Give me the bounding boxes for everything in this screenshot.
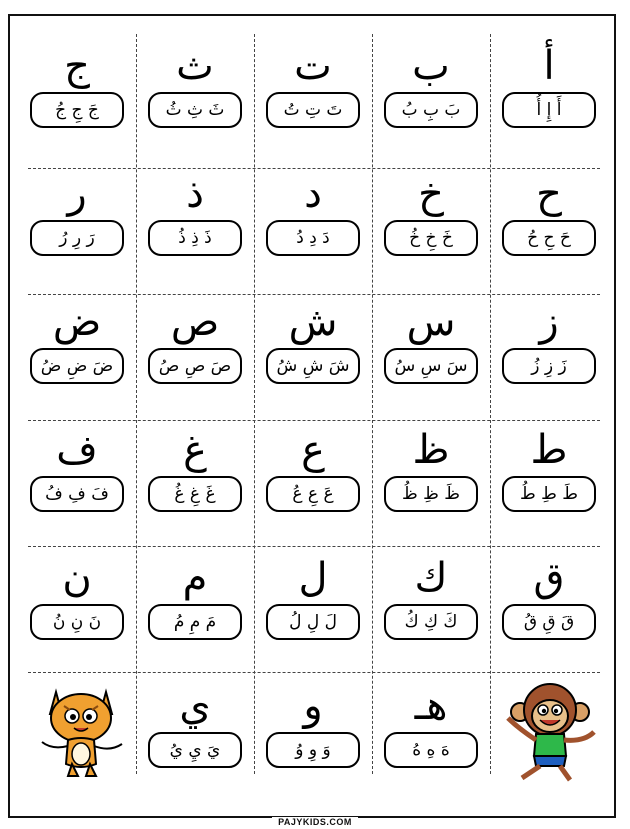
letter-card: [18, 22, 136, 150]
vowel-forms: حَ حِ حُ: [502, 220, 596, 256]
vowel-forms: ثَ ثِ ثُ: [148, 92, 242, 128]
letter-card: [490, 278, 608, 406]
letter: ل: [298, 555, 328, 601]
letter: ك: [414, 555, 448, 601]
vowel-forms: صَ صِ صُ: [148, 348, 242, 384]
letter-card: [490, 534, 608, 662]
letter-card: [372, 278, 490, 406]
vowel-forms: نَ نِ نُ: [30, 604, 124, 640]
letter-card: [254, 22, 372, 150]
vowel-forms: شَ شِ شُ: [266, 348, 360, 384]
vowel-forms: رَ رِ رُ: [30, 220, 124, 256]
vowel-forms: فَ فِ فُ: [30, 476, 124, 512]
letter: أ: [543, 43, 555, 89]
letter: هـ: [414, 683, 448, 729]
vowel-forms: جَ جِ جُ: [30, 92, 124, 128]
alphabet-grid: [18, 22, 608, 790]
cat-illustration: [34, 680, 128, 780]
vowel-forms: بَ بِ بُ: [384, 92, 478, 128]
vowel-forms: لَ لِ لُ: [266, 604, 360, 640]
letter: ق: [533, 555, 565, 601]
letter-card: [490, 406, 608, 534]
vowel-forms: تَ تِ تُ: [266, 92, 360, 128]
letter: غ: [183, 427, 207, 473]
letter: ث: [176, 43, 214, 89]
letter-card: [254, 662, 372, 790]
letter: ب: [412, 43, 450, 89]
monkey-illustration: [500, 678, 600, 782]
letter-card: [490, 22, 608, 150]
vowel-forms: أَ إِ أُ: [502, 92, 596, 128]
site-credit: PAJYKIDS.COM: [272, 817, 358, 827]
vowel-forms: عَ عِ عُ: [266, 476, 360, 512]
vowel-forms: طَ طِ طُ: [502, 476, 596, 512]
letter: د: [304, 171, 322, 217]
vowel-forms: زَ زِ زُ: [502, 348, 596, 384]
letter-card: [372, 662, 490, 790]
letter-card: [18, 406, 136, 534]
letter: س: [406, 299, 456, 345]
vowel-forms: غَ غِ غُ: [148, 476, 242, 512]
letter: ي: [179, 683, 211, 729]
letter-card: [254, 278, 372, 406]
vowel-forms: كَ كِ كُ: [384, 604, 478, 640]
letter-card: [136, 22, 254, 150]
vowel-forms: سَ سِ سُ: [384, 348, 478, 384]
letter-card: [372, 22, 490, 150]
letter-card: [372, 534, 490, 662]
letter: ع: [301, 427, 325, 473]
letter: خ: [418, 171, 444, 217]
letter-card: [372, 406, 490, 534]
vowel-forms: وَ وِ وُ: [266, 732, 360, 768]
letter: ن: [62, 555, 92, 601]
letter: ح: [536, 171, 562, 217]
vowel-forms: مَ مِ مُ: [148, 604, 242, 640]
footer: [0, 810, 630, 829]
vowel-forms: يَ يِ يُ: [148, 732, 242, 768]
letter: ظ: [412, 427, 450, 473]
letter: ف: [56, 427, 98, 473]
letter-card: [18, 534, 136, 662]
vowel-forms: دَ دِ دُ: [266, 220, 360, 256]
letter: ز: [539, 299, 559, 345]
letter: ج: [64, 43, 90, 89]
letter-card: [136, 534, 254, 662]
letter-card: [136, 662, 254, 790]
letter: ذ: [186, 171, 204, 217]
letter-card: [136, 406, 254, 534]
letter: ط: [530, 427, 568, 473]
vowel-forms: خَ خِ خُ: [384, 220, 478, 256]
letter-card: [254, 150, 372, 278]
letter: و: [303, 683, 323, 729]
letter-card: [490, 150, 608, 278]
letter-card: [18, 278, 136, 406]
letter-card: [136, 278, 254, 406]
letter-card: [136, 150, 254, 278]
letter-card: [254, 406, 372, 534]
letter: ض: [52, 299, 102, 345]
letter: م: [182, 555, 208, 601]
vowel-forms: هَ هِ هُ: [384, 732, 478, 768]
letter: ش: [288, 299, 338, 345]
letter-card: [372, 150, 490, 278]
letter-card: [18, 150, 136, 278]
vowel-forms: ظَ ظِ ظُ: [384, 476, 478, 512]
letter: ت: [294, 43, 332, 89]
vowel-forms: قَ قِ قُ: [502, 604, 596, 640]
letter: ص: [170, 299, 220, 345]
letter: ر: [67, 171, 87, 217]
vowel-forms: ذَ ذِ ذُ: [148, 220, 242, 256]
vowel-forms: ضَ ضِ ضُ: [30, 348, 124, 384]
letter-card: [254, 534, 372, 662]
